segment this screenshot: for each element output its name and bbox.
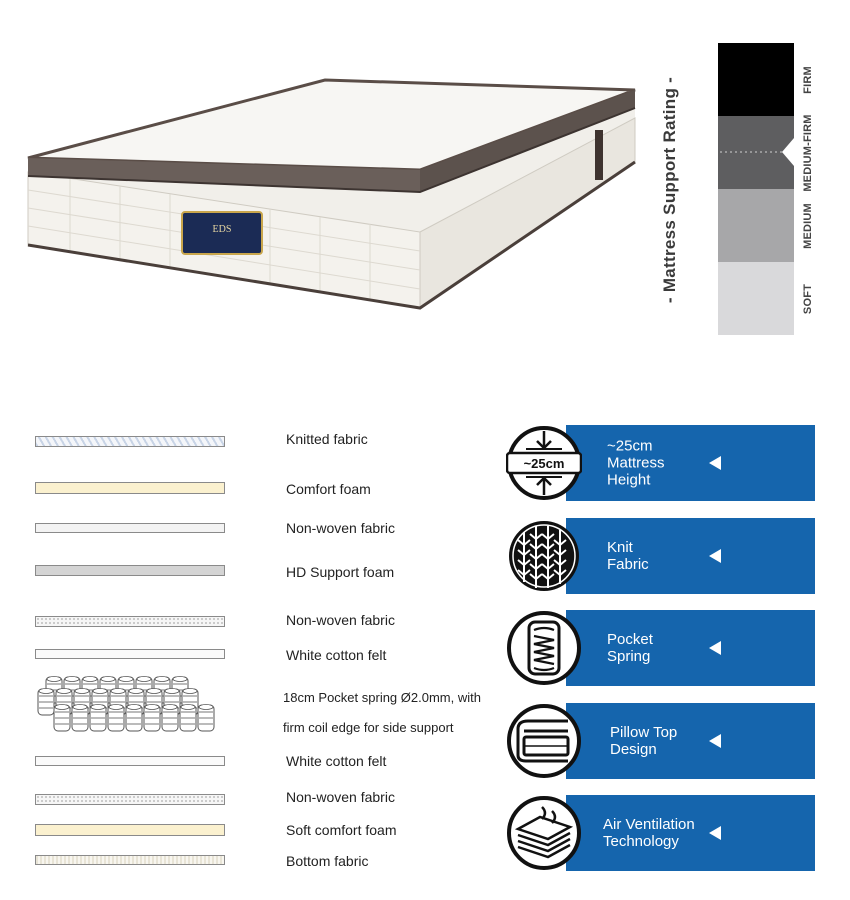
mattress-image bbox=[20, 70, 650, 330]
rating-label-firm: FIRM bbox=[802, 65, 814, 94]
layer-label: Non-woven fabric bbox=[286, 789, 395, 805]
rating-title-text: - Mattress Support Rating - bbox=[660, 76, 679, 304]
feature-banner-knit-fabric bbox=[566, 518, 815, 594]
layer-label: HD Support foam bbox=[286, 564, 395, 580]
rating-block-firm bbox=[718, 43, 794, 116]
layer-swatch-white-cotton-felt bbox=[35, 756, 225, 766]
pocket-spring-icon bbox=[506, 610, 582, 686]
knit-fabric-icon bbox=[506, 518, 582, 594]
rating-selected-marker-icon bbox=[718, 116, 794, 189]
pillow-top-icon bbox=[506, 703, 582, 779]
height-icon-label: ~25cm bbox=[523, 456, 565, 471]
layer-label: Soft comfort foam bbox=[286, 822, 397, 838]
rating-label-medium-firm: MEDIUM-FIRM bbox=[802, 113, 814, 192]
layer-label: White cotton felt bbox=[286, 647, 387, 663]
layer-label-pocket-spring-line2: firm coil edge for side support bbox=[283, 720, 454, 735]
rating-title bbox=[640, 40, 700, 340]
feature-text: Pocket Spring bbox=[607, 631, 653, 665]
rating-block-medium bbox=[718, 189, 794, 262]
height-25cm-icon bbox=[506, 425, 582, 501]
feature-banner-pillow-top bbox=[566, 703, 815, 779]
layer-label: White cotton felt bbox=[286, 753, 387, 769]
air-ventilation-icon bbox=[506, 795, 582, 871]
layer-swatch-soft-comfort-foam bbox=[35, 824, 225, 836]
layer-swatch-white-cotton-felt bbox=[35, 649, 225, 659]
rating-label-soft: SOFT bbox=[802, 283, 814, 314]
arrow-left-icon bbox=[709, 734, 721, 748]
rating-block-soft bbox=[718, 262, 794, 335]
feature-banner-air-ventilation bbox=[566, 795, 815, 871]
feature-text: Pillow Top Design bbox=[610, 724, 678, 758]
pocket-springs-illustration bbox=[36, 675, 216, 737]
arrow-left-icon bbox=[709, 826, 721, 840]
arrow-left-icon bbox=[709, 549, 721, 563]
layer-label: Comfort foam bbox=[286, 481, 371, 497]
arrow-left-icon bbox=[709, 456, 721, 470]
layer-label: Bottom fabric bbox=[286, 853, 369, 869]
arrow-left-icon bbox=[709, 641, 721, 655]
rating-block-medium-firm bbox=[718, 116, 794, 189]
layer-swatch-knitted-fabric bbox=[35, 436, 225, 447]
layer-label: Knitted fabric bbox=[286, 431, 368, 447]
feature-text: Knit Fabric bbox=[607, 539, 649, 573]
layer-swatch-non-woven-fabric bbox=[35, 794, 225, 805]
feature-text: Air Ventilation Technology bbox=[603, 816, 695, 850]
feature-banner-pocket-spring bbox=[566, 610, 815, 686]
layer-swatch-non-woven-fabric bbox=[35, 616, 225, 627]
rating-label-medium: MEDIUM bbox=[802, 202, 814, 249]
layer-swatch-non-woven-fabric bbox=[35, 523, 225, 533]
layer-swatch-hd-support-foam bbox=[35, 565, 225, 576]
layer-label: Non-woven fabric bbox=[286, 520, 395, 536]
layer-swatch-bottom-fabric bbox=[35, 855, 225, 865]
layer-swatch-comfort-foam bbox=[35, 482, 225, 494]
layer-label: Non-woven fabric bbox=[286, 612, 395, 628]
layer-label-pocket-spring-line1: 18cm Pocket spring Ø2.0mm, with bbox=[283, 690, 481, 705]
feature-banner-mattress-height bbox=[566, 425, 815, 501]
mattress-brand-label: EDS bbox=[212, 224, 232, 235]
feature-text: ~25cm Mattress Height bbox=[607, 437, 665, 489]
